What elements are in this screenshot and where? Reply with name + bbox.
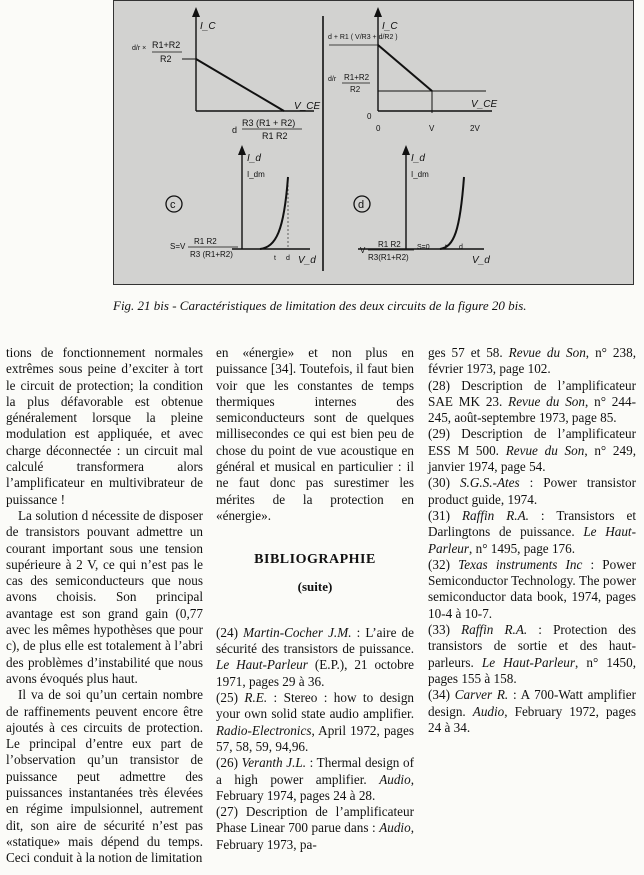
y-int-prefix: d/r × [132,45,147,52]
s-label: S=0 [417,244,430,251]
reference-item: (26) Veranth J.L. : Thermal design of a high power amplifier. Audio, February 1974, pages 24 à 28. [216,755,414,803]
reference-item: (33) Raffin R.A. : Protection des transistors de sortie et des haut-parleurs. Le Haut-Parleur, n° 1450, pages 155 à 158. [428,622,636,686]
panel-c-label: c [170,199,176,211]
reference-item: ges 57 et 58. Revue du Son, n° 238, février 1973, page 102. [428,345,636,377]
load-line [196,59,284,111]
x-tick-2v: 2V [470,124,480,133]
panel-c-bottom-graph [166,145,316,266]
reference-item: (24) Martin-Cocher J.M. : L’aire de sécurité des transistors de puissance. Le Haut-Parleur (E.P.), 21 octobre 1971, pages 29 à 36. [216,624,414,689]
bibliography-subheading: (suite) [297,578,333,594]
text-column-2 [216,345,414,853]
y-lower-prefix: d/r [328,76,337,83]
tick-t: t [445,244,447,251]
panel-d-label: d [358,199,365,211]
diode-curve [260,177,288,249]
panel-c-top-graph [132,7,320,141]
panel-d-bottom-graph [354,145,490,266]
y-int-num: R1+R2 [152,40,181,50]
x-axis-label: V_d [298,255,316,266]
x-axis-label: V_d [472,255,490,266]
paragraph: en «énergie» et non plus en puissance [34]. Toutefois, il faut bien voir que les constantes de temps thermiques internes des semiconducteurs sont de quelques millisecondes ce qui est bien peu de chose du point de vue acoustique en général et musical en particulier : il ne faut donc pas surestimer les mérites de la protection en «énergie». [216,345,414,523]
figure-21bis [113,0,634,285]
arrow-y [192,7,200,17]
reference-item: (34) Carver R. : A 700-Watt amplifier design. Audio, February 1972, pages 24 à 34. [428,687,637,735]
y-axis-label: I_d [411,153,425,164]
y-mark-label: I_dm [247,170,265,179]
x-axis-label: V_CE [471,99,498,110]
arrow-y [374,7,382,17]
y-axis-label: I_C [200,21,216,32]
reference-item: (27) Description de l’amplificateur Phase Linear 700 parue dans : Audio, February 1973, pa- [216,804,415,852]
text-column-3 [428,345,636,736]
y-int-den: R2 [160,54,172,64]
reference-item: (28) Description de l’amplificateur SAE MK 23. Revue du Son, n° 244-245, août-septembre 1973, page 85. [428,377,637,426]
paragraph: La solution d nécessite de disposer de transistors pouvant admettre un courant important sous une tension supérieure à 2 V, ce qui n’est pas le cas des semiconducteurs que nous avons choisis. Son principal avantage est son grand gain (0,77 avec les mêmes hypothèses que pour c), de plus elle est totalement à l’abri des problèmes d’instabilité que nous avons évoqués plus haut. [6,507,203,686]
figure-diagram [114,1,635,286]
arrow-y [402,145,410,155]
x-int-prefix: V [360,246,366,255]
panel-d-top-graph [328,7,497,133]
paragraph: Il va de soi qu’un certain nombre de raffinements peuvent encore être ajoutés à ces circuits de protection. Le principal d’entre eux part de l’observation qu’un transistor de puissance peut admettre des puissances instantanées très élevées en régime impulsionnel, autrement dit, son aire de sécurité n’est pas «statique» mais dépend du temps. Ceci conduit à la notion de limitation [6,687,203,866]
text-column-1 [6,345,203,867]
reference-item: (31) Raffin R.A. : Transistors et Darlingtons de puissance. Le Haut-Parleur, n° 1495, page 176. [428,507,636,556]
x-int-den: R1 R2 [262,131,288,141]
tick-t: t [274,255,276,262]
y-upper-label: d + R1 ( V/R3 + d/R2 ) [328,34,398,41]
y-axis-label: I_d [247,153,261,164]
reference-item: (29) Description de l’amplificateur ESS M 500. Revue du Son, n° 249, janvier 1974, page 54. [428,426,637,475]
paragraph: tions de fonctionnement normales extrêmes sous peine d’exciter à tort le circuit de protection; la condition la plus défavorable est obtenue généralement lorsque la pleine modulation est appliquée, et avec charge déconnectée : un circuit mal calculé transformera alors l’amplificateur en multivibrateur de puissance ! [6,345,203,507]
tick-d: d [286,255,290,262]
y-axis-label: I_C [382,21,398,32]
x-tick-0: 0 [376,124,381,133]
x-int-num: R1 R2 [378,240,401,249]
reference-item: (32) Texas instruments Inc : Power Semiconductor Technology. The power semiconductor data book, 1974, pages 10-4 à 10-7. [428,556,636,621]
x-int-num: R3 (R1 + R2) [242,118,296,128]
x-int-prefix: S=V [170,242,186,251]
diode-curve [440,177,464,249]
x-axis-label: V_CE [294,101,321,112]
load-line [378,45,432,91]
x-int-prefix: d [232,125,238,135]
x-tick-v: V [429,124,435,133]
origin-label: 0 [367,112,372,121]
y-mark-label: I_dm [411,170,429,179]
reference-item: (25) R.E. : Stereo : how to design your own solid state audio amplifier. Radio-Electronics, April 1972, pages 57, 58, 59, 94,96. [216,690,415,754]
y-lower-den: R2 [350,85,361,94]
figure-caption: Fig. 21 bis - Caractéristiques de limitation des deux circuits de la figure 20 bis. [113,298,527,313]
reference-item: (30) S.G.S.-Ates : Power transistor product guide, 1974. [428,475,636,507]
tick-d: d [459,244,463,251]
arrow-y [238,145,246,155]
x-int-den: R3(R1+R2) [368,253,409,262]
y-lower-num: R1+R2 [344,73,370,82]
bibliography-heading: BIBLIOGRAPHIE [254,552,376,568]
x-int-num: R1 R2 [194,237,217,246]
x-int-den: R3 (R1+R2) [190,250,233,259]
